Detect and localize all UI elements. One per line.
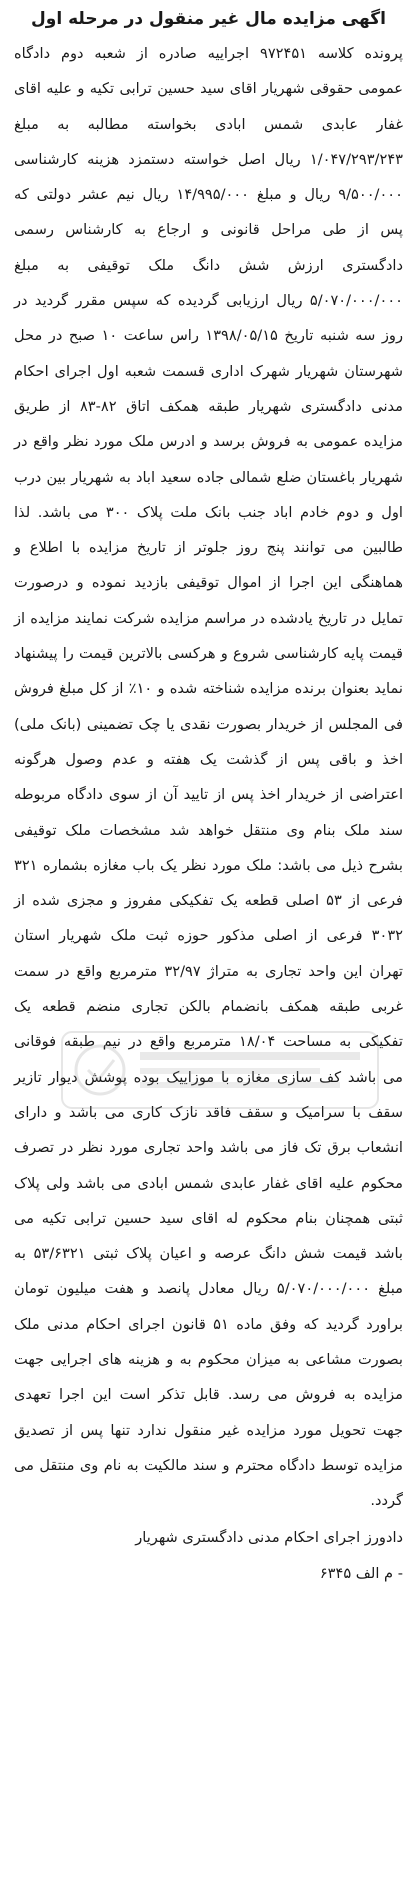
notice-body: پرونده کلاسه ۹۷۲۴۵۱ اجراییه صادره از شعبه دوم دادگاه عمومی حقوقی شهریار اقای سید حسین ترابی تکیه و علیه اقای غفار عابدی شمس ابادی بخواسته مطالبه به مبلغ ۱/۰۴۷/۲۹۳/۲۴۳ ریال اصل خواسته دستمزد هزینه کارشناسی ۹/۵۰۰/۰۰۰ ریال و مبلغ ۱۴/۹۹۵/۰۰۰ ریال نیم عشر دولتی که پس از طی مراحل قانونی و ارجاع به کارشناس رسمی دادگستری ارزش شش دانگ ملک توقیفی به مبلغ ۵/۰۷۰/۰۰۰/۰۰۰ ریال ارزیابی گردیده که سپس مقرر گردید در روز سه شنبه تاریخ ۱۳۹۸/۰۵/۱۵ راس ساعت ۱۰ صبح در محل شهرستان شهریار شهرک اداری قسمت شعبه اول اجرای احکام مدنی دادگستری شهریار طبقه همکف اتاق ۸۲-۸۳ از طریق مزایده عمومی به فروش برسد و ادرس ملک مورد نظر واقع در شهریار باغستان ضلع شمالی جاده سعید اباد به شهریار بین درب اول و دوم خادم اباد جنب بانک ملت پلاک ۳۰۰ می باشد. لذا طالبین می توانند پنج روز جلوتر از تاریخ مزایده با اطلاع و هماهنگی این اجرا از اموال توقیفی بازدید نموده و درصورت تمایل در تاریخ یادشده در مراسم مزایده شرکت نمایند مزایده از قیمت پایه کارشناسی شروع و هرکسی بالاترین قیمت را پیشنهاد نماید بعنوان برنده مزایده شناخته شده و ۱۰٪ از کل مبلغ فروش فی المجلس از خریدار بصورت نقدی یا چک تضمینی (بانک ملی) اخذ و باقی پس از گذشت یک هفته و عدم وصول هرگونه اعتراضی از خریدار اخذ پس از تایید آن از سوی دادگاه مربوطه سند ملک بنام وی منتقل خواهد شد مشخصات ملک توقیفی بشرح ذیل می باشد: ملک مورد نظر یک باب مغازه بشماره ۳۲۱ فرعی از ۵۳ اصلی قطعه یک تفکیکی مفروز و مجزی شده از ۳۰۳۲ فرعی از اصلی مذکور حوزه ثبت ملک شهریار استان تهران این واحد تجاری به متراژ ۳۲/۹۷ مترمربع واقع در سمت غربی طبقه همکف بانضمام بالکن تجاری منضم قطعه یک تفکیکی به مساحت ۱۸/۰۴ مترمربع واقع در نیم طبقه فوقانی می باشد کف سازی مغازه با موزاییک بوده پوشش دیوار تازیر سقف با سرامیک و سقف فاقد نازک کاری می باشد و دارای انشعاب برق تک فاز می باشد واحد تجاری مورد نظر در تصرف محکوم علیه اقای غفار عابدی شمس ابادی می باشد ولی پلاک ثبتی همچنان بنام محکوم له اقای سید حسین ترابی تکیه می باشد قیمت شش دانگ عرصه و اعیان پلاک ثبتی ۵۳/۶۳۲۱ به مبلغ ۵/۰۷۰/۰۰۰/۰۰۰ ریال معادل پانصد و هفت میلیون تومان براورد گردید که وفق ماده ۵۱ قانون اجرای احکام مدنی ملک بصورت مشاعی به میزان محکوم به و هزینه های اجرایی جهت مزایده به فروش می رسد. قابل تذکر است این اجرا تعهدی جهت تحویل مورد مزایده غیر منقول ندارد تنها پس از تصدیق مزایده توسط دادگاه محترم و سند مالکیت به نام وی منتقل می گردد. bbox=[14, 45, 403, 1510]
reference-code: - م الف ۶۳۴۵ bbox=[319, 1565, 403, 1583]
notice-signature-block bbox=[14, 1520, 403, 1592]
signature-line: دادورز اجرای احکام مدنی دادگستری شهریار bbox=[135, 1529, 403, 1547]
notice-title: اگهی مزایده مال غیر منقول در مرحله اول bbox=[31, 9, 386, 29]
